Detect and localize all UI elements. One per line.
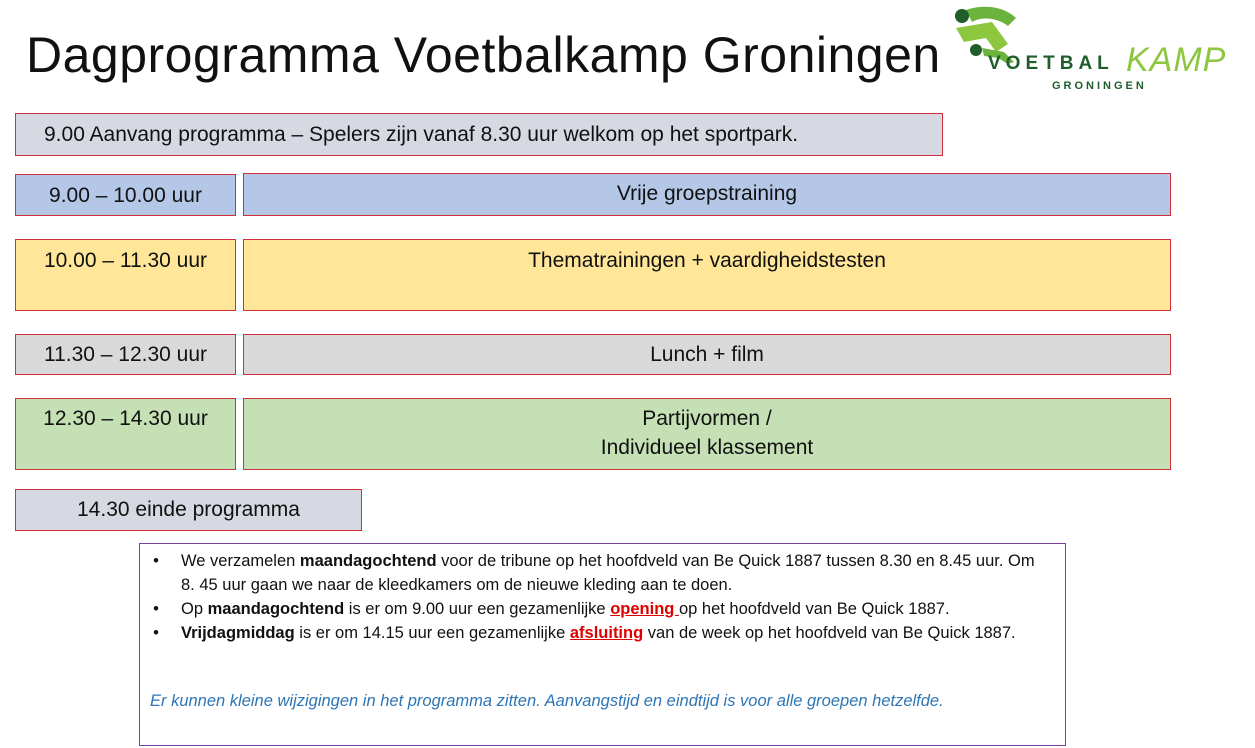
note-text: Op xyxy=(181,600,208,618)
note-emphasis: maandagochtend xyxy=(207,600,345,618)
end-text: 14.30 einde programma xyxy=(77,498,300,521)
notes-list xyxy=(150,549,1050,645)
bullet-icon: • xyxy=(153,624,159,642)
list-item xyxy=(150,597,1050,621)
bullet-icon: • xyxy=(153,600,159,618)
note-text: is er om 14.15 uur een gezamenlijke xyxy=(294,624,570,642)
intro-text: 9.00 Aanvang programma – Spelers zijn vanaf 8.30 uur welkom op het sportpark. xyxy=(44,123,799,146)
note-text: op het hoofdveld van Be Quick 1887. xyxy=(678,600,950,618)
activity-box-1 xyxy=(243,173,1171,216)
note-highlight-afsluiting: afsluiting xyxy=(569,624,644,642)
note-text: van de week op het hoofdveld van Be Quick 1887. xyxy=(643,624,1016,642)
activity-label: Vrije groepstraining xyxy=(616,182,798,205)
activity-label: Lunch + film xyxy=(650,343,764,366)
note-highlight-opening: opening xyxy=(610,600,679,618)
time-label: 9.00 – 10.00 uur xyxy=(49,184,202,207)
note-text: is er om 9.00 uur een gezamenlijke xyxy=(344,600,611,618)
logo-word-kamp: KAMP xyxy=(1126,41,1227,79)
time-box-1 xyxy=(15,174,236,216)
list-item xyxy=(150,549,1050,597)
activity-box-2 xyxy=(243,239,1171,311)
remark-text: Er kunnen kleine wijzigingen in het programma zitten. Aanvangstijd en eindtijd is voor alle groepen hetzelfde. xyxy=(150,692,944,710)
activity-label-line2: Individueel klassement xyxy=(600,436,814,459)
time-label: 10.00 – 11.30 uur xyxy=(43,249,208,272)
time-box-3 xyxy=(15,334,236,375)
page-title: Dagprogramma Voetbalkamp Groningen xyxy=(26,27,941,83)
intro-box xyxy=(15,113,943,156)
activity-box-4 xyxy=(243,398,1171,470)
note-text: voor de tribune op het hoofdveld van Be Quick 1887 tussen 8.30 en 8.45 uur. Om 8. 45 uur gaan we naar de kleedkamers om de nieuwe kleding aan te doen. xyxy=(181,552,1035,594)
voetbalkamp-logo xyxy=(952,4,1252,96)
activity-label-line1: Partijvormen / xyxy=(642,407,772,430)
end-box xyxy=(15,489,362,531)
time-box-4 xyxy=(15,398,236,470)
note-text: We verzamelen xyxy=(181,552,300,570)
bullet-icon: • xyxy=(153,552,159,570)
notes-panel xyxy=(139,543,1066,746)
activity-label: Thematrainingen + vaardigheidstesten xyxy=(528,249,886,272)
note-emphasis: maandagochtend xyxy=(299,552,437,570)
time-box-2 xyxy=(15,239,236,311)
note-emphasis: Vrijdagmiddag xyxy=(181,624,295,642)
time-label: 11.30 – 12.30 uur xyxy=(43,343,208,366)
time-label: 12.30 – 14.30 uur xyxy=(43,407,208,430)
activity-box-3 xyxy=(243,334,1171,375)
list-item xyxy=(150,621,1050,645)
logo-word-groningen: GRONINGEN xyxy=(1052,80,1147,92)
logo-word-voetbal: VOETBAL xyxy=(988,53,1114,74)
